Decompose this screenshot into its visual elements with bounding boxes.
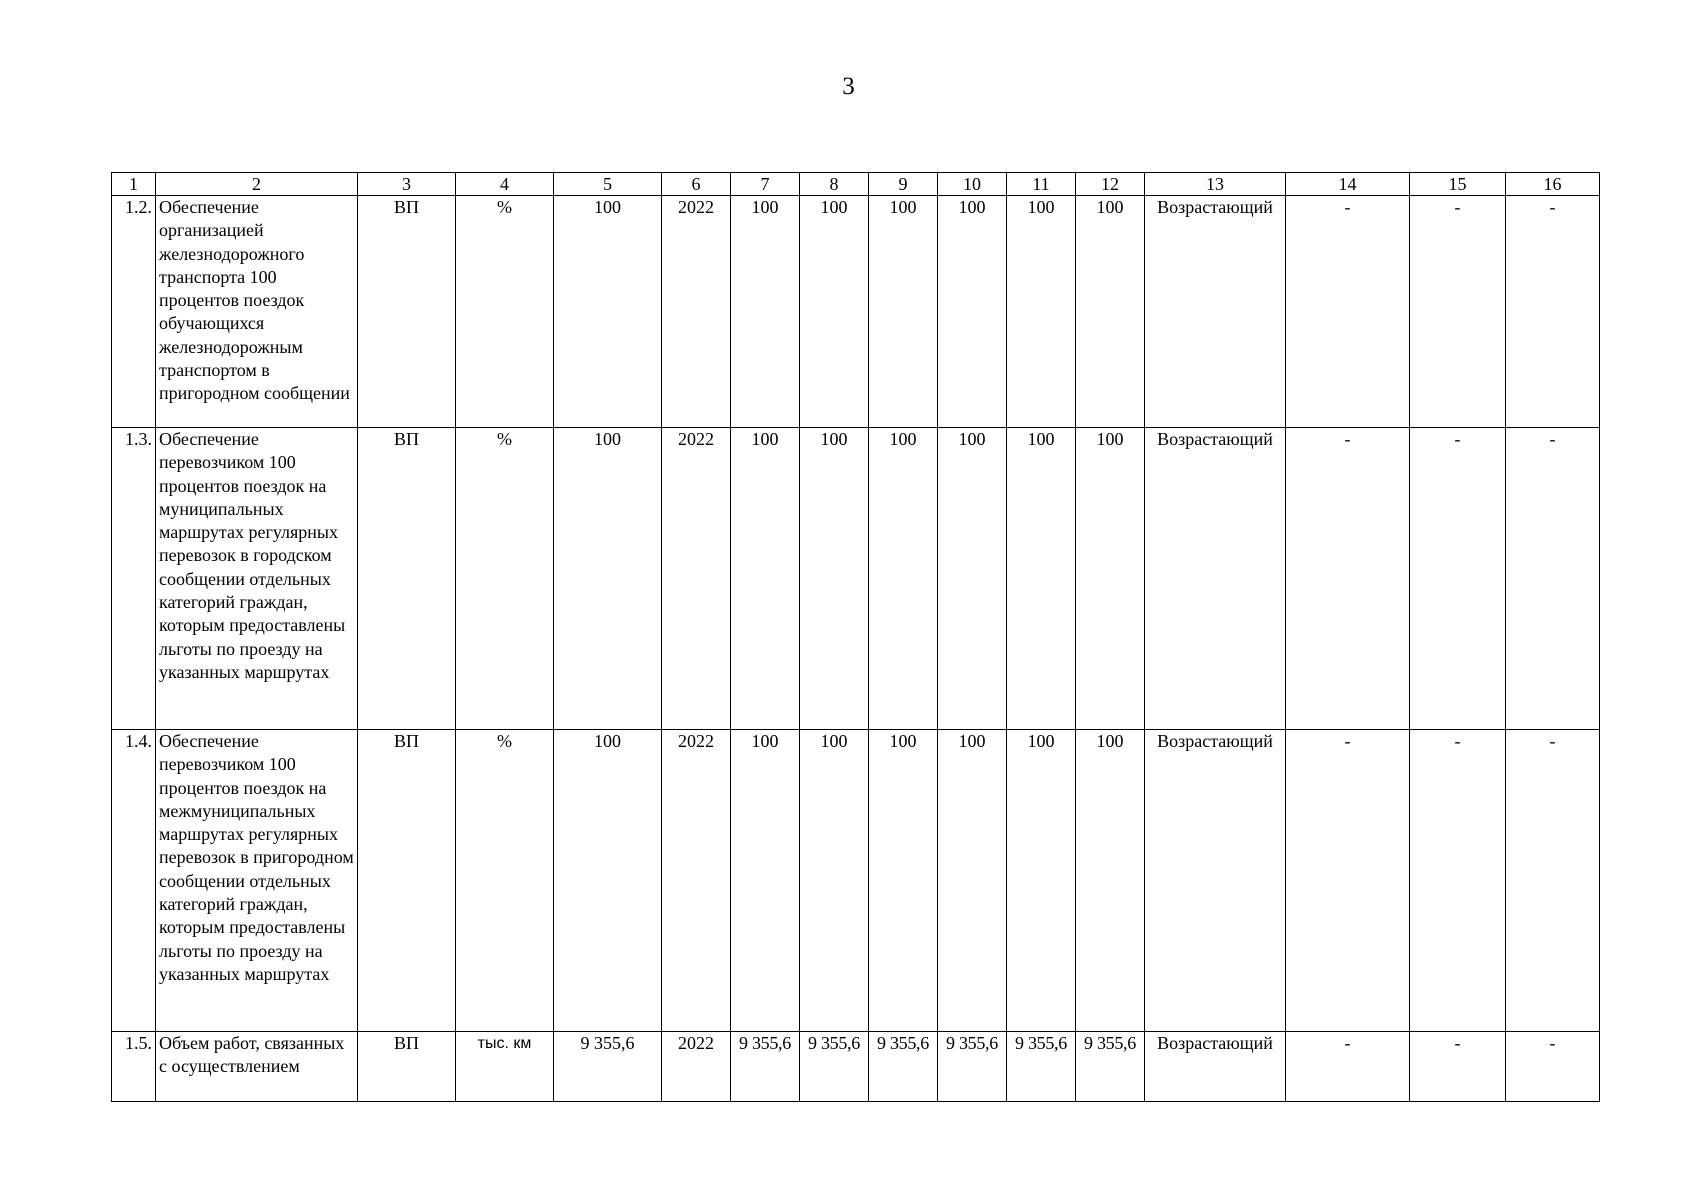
value-col-11: 9 355,6 <box>1007 1032 1076 1102</box>
header-cell: 4 <box>456 173 554 196</box>
value-col-12: 100 <box>1076 196 1145 428</box>
unit: тыс. км <box>456 1032 554 1102</box>
value-col-10: 9 355,6 <box>938 1032 1007 1102</box>
col-15: - <box>1410 428 1506 730</box>
value-col-7: 100 <box>731 428 800 730</box>
base-value: 100 <box>554 730 662 1032</box>
table-row <box>112 196 1600 428</box>
header-cell: 7 <box>731 173 800 196</box>
base-value: 100 <box>554 428 662 730</box>
unit: % <box>456 428 554 730</box>
value-col-9: 100 <box>869 428 938 730</box>
indicator-type: ВП <box>358 1032 456 1102</box>
header-cell: 1 <box>112 173 156 196</box>
col-14: - <box>1286 428 1410 730</box>
indicator-name: Обеспечение перевозчиком 100 процентов поездок на межмуниципальных маршрутах регулярных перевозок в пригородном сообщении отдельных категорий граждан, которым предоставлены льготы по проезду на указанных маршрутах <box>156 730 358 1032</box>
row-number: 1.4. <box>112 730 156 1032</box>
table-row <box>112 428 1600 730</box>
col-16: - <box>1506 730 1600 1032</box>
value-col-8: 100 <box>800 196 869 428</box>
col-15: - <box>1410 730 1506 1032</box>
trend: Возрастающий <box>1145 1032 1286 1102</box>
base-year: 2022 <box>662 1032 731 1102</box>
value-col-10: 100 <box>938 730 1007 1032</box>
value-col-8: 100 <box>800 730 869 1032</box>
base-year: 2022 <box>662 730 731 1032</box>
trend: Возрастающий <box>1145 196 1286 428</box>
row-number: 1.3. <box>112 428 156 730</box>
indicator-type: ВП <box>358 428 456 730</box>
row-number: 1.5. <box>112 1032 156 1102</box>
value-col-8: 100 <box>800 428 869 730</box>
col-16: - <box>1506 196 1600 428</box>
header-cell: 10 <box>938 173 1007 196</box>
row-number: 1.2. <box>112 196 156 428</box>
table-row <box>112 1032 1600 1102</box>
col-16: - <box>1506 1032 1600 1102</box>
value-col-12: 100 <box>1076 730 1145 1032</box>
col-14: - <box>1286 1032 1410 1102</box>
indicator-name: Объем работ, связанных с осуществлением <box>156 1032 358 1102</box>
col-15: - <box>1410 196 1506 428</box>
indicator-type: ВП <box>358 730 456 1032</box>
value-col-7: 9 355,6 <box>731 1032 800 1102</box>
value-col-12: 9 355,6 <box>1076 1032 1145 1102</box>
value-col-7: 100 <box>731 730 800 1032</box>
indicator-name: Обеспечение перевозчиком 100 процентов поездок на муниципальных маршрутах регулярных перевозок в городском сообщении отдельных категорий граждан, которым предоставлены льготы по проезду на указанных маршрутах <box>156 428 358 730</box>
page-number: 3 <box>842 73 855 100</box>
value-col-10: 100 <box>938 196 1007 428</box>
base-value: 9 355,6 <box>554 1032 662 1102</box>
unit: % <box>456 730 554 1032</box>
indicators-table <box>111 172 1600 1102</box>
header-cell: 5 <box>554 173 662 196</box>
table-row <box>112 730 1600 1032</box>
header-cell: 2 <box>156 173 358 196</box>
header-cell: 6 <box>662 173 731 196</box>
col-16: - <box>1506 428 1600 730</box>
header-cell: 14 <box>1286 173 1410 196</box>
table-header-row <box>112 173 1600 196</box>
value-col-9: 9 355,6 <box>869 1032 938 1102</box>
value-col-9: 100 <box>869 730 938 1032</box>
base-year: 2022 <box>662 196 731 428</box>
value-col-11: 100 <box>1007 428 1076 730</box>
header-cell: 15 <box>1410 173 1506 196</box>
base-value: 100 <box>554 196 662 428</box>
trend: Возрастающий <box>1145 428 1286 730</box>
header-cell: 11 <box>1007 173 1076 196</box>
header-cell: 12 <box>1076 173 1145 196</box>
unit: % <box>456 196 554 428</box>
header-cell: 13 <box>1145 173 1286 196</box>
value-col-12: 100 <box>1076 428 1145 730</box>
value-col-7: 100 <box>731 196 800 428</box>
value-col-11: 100 <box>1007 730 1076 1032</box>
col-14: - <box>1286 730 1410 1032</box>
header-cell: 16 <box>1506 173 1600 196</box>
value-col-9: 100 <box>869 196 938 428</box>
col-15: - <box>1410 1032 1506 1102</box>
indicator-name: Обеспечение организацией железнодорожного транспорта 100 процентов поездок обучающихся железнодорожным транспортом в пригородном сообщении <box>156 196 358 428</box>
header-cell: 8 <box>800 173 869 196</box>
indicator-type: ВП <box>358 196 456 428</box>
trend: Возрастающий <box>1145 730 1286 1032</box>
header-cell: 9 <box>869 173 938 196</box>
header-cell: 3 <box>358 173 456 196</box>
col-14: - <box>1286 196 1410 428</box>
value-col-10: 100 <box>938 428 1007 730</box>
value-col-11: 100 <box>1007 196 1076 428</box>
value-col-8: 9 355,6 <box>800 1032 869 1102</box>
base-year: 2022 <box>662 428 731 730</box>
